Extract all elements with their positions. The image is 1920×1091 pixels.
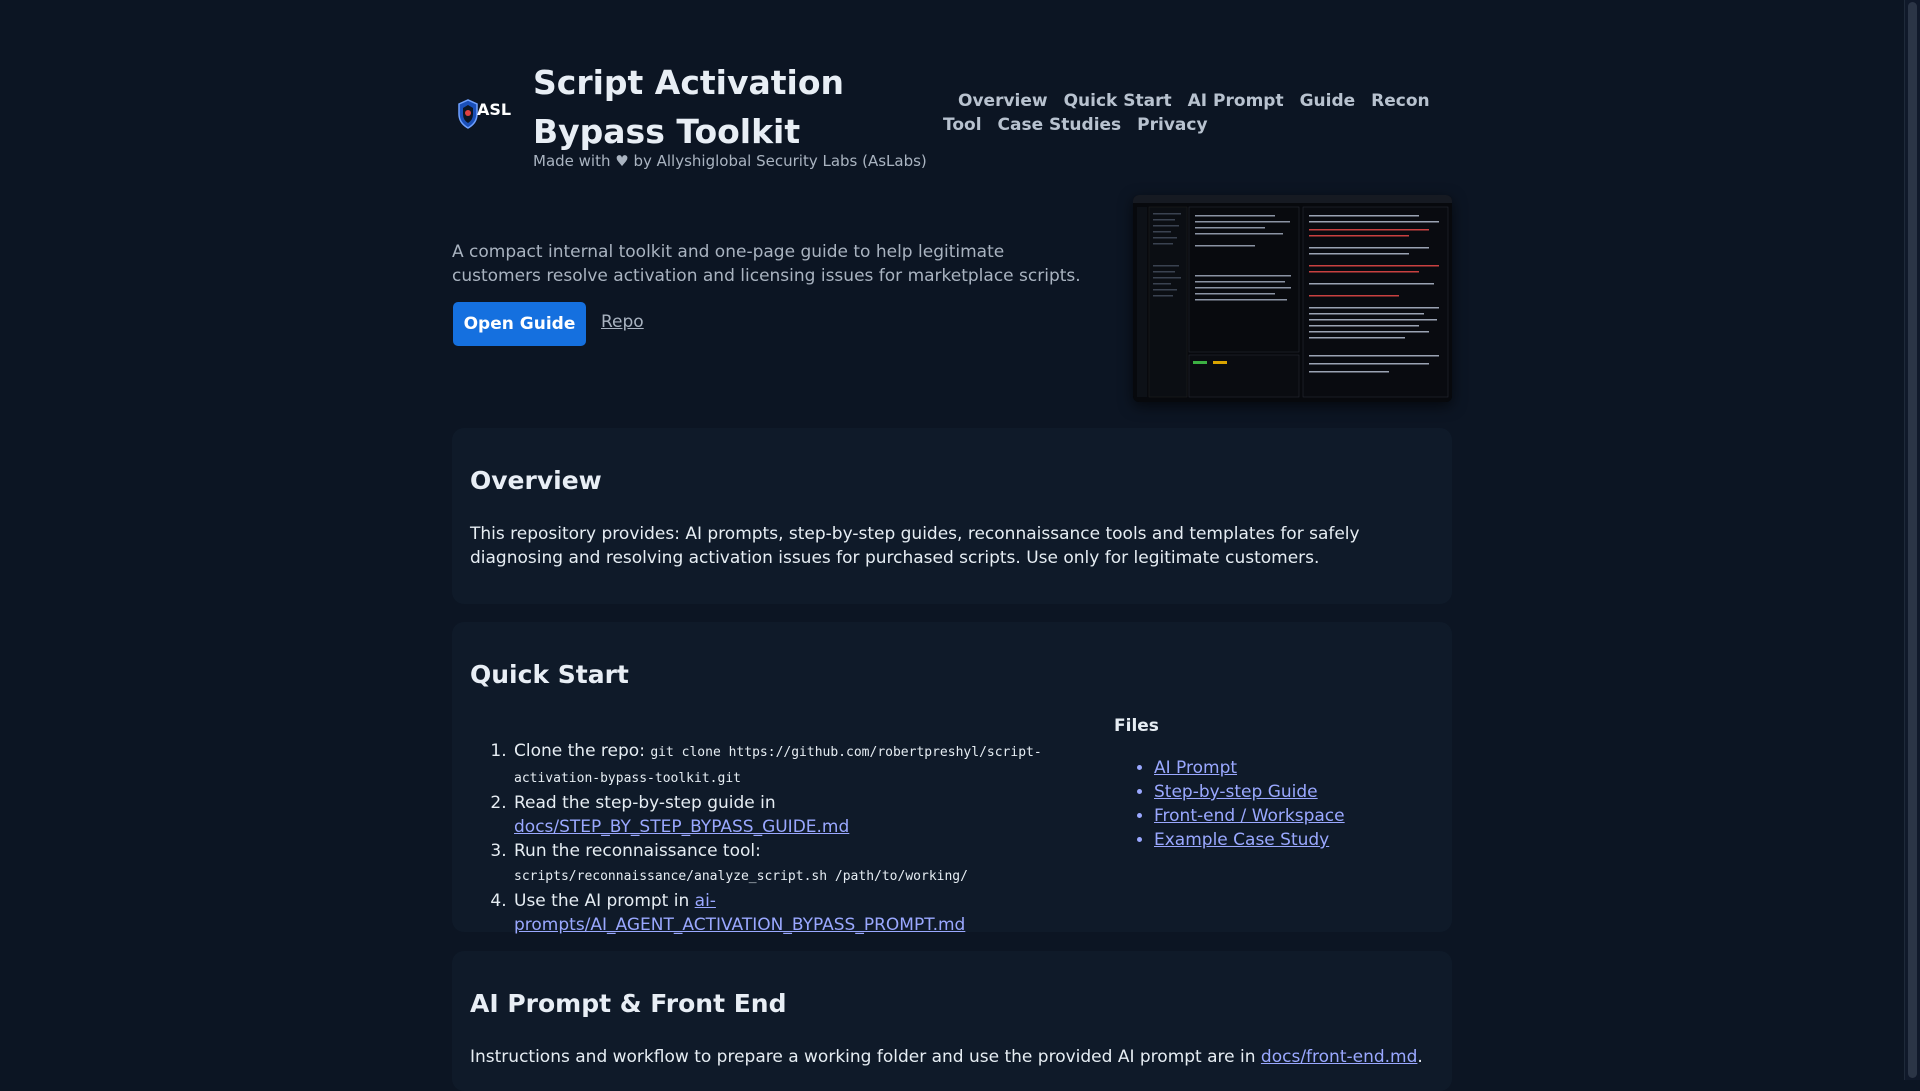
scrollbar-thumb[interactable]: [1908, 2, 1917, 1078]
screenshot-preview-icon: [1133, 195, 1452, 402]
guide-doc-link[interactable]: docs/STEP_BY_STEP_BYPASS_GUIDE.md: [514, 817, 850, 837]
file-link-case-study[interactable]: Example Case Study: [1154, 830, 1330, 850]
overview-section: [452, 428, 1452, 604]
site-header: [452, 58, 1452, 178]
page-scrollbar[interactable]: [1904, 0, 1920, 1080]
list-item: [1154, 780, 1345, 804]
ai-prompt-body: Instructions and workflow to prepare a working folder and use the provided AI prompt are in: [470, 1047, 1261, 1067]
file-link-front-end[interactable]: Front-end / Workspace: [1154, 806, 1345, 826]
file-link-step-guide[interactable]: Step-by-step Guide: [1154, 782, 1318, 802]
list-item: [1154, 804, 1345, 828]
open-guide-button[interactable]: Open Guide: [453, 302, 586, 346]
overview-heading: Overview: [470, 466, 602, 495]
nav-ai-prompt[interactable]: AI Prompt: [1187, 91, 1284, 111]
nav-guide[interactable]: Guide: [1299, 91, 1356, 111]
link-part: ai-: [694, 891, 716, 911]
files-heading: Files: [1114, 716, 1159, 736]
nav-quick-start[interactable]: Quick Start: [1063, 91, 1172, 111]
list-item: [512, 739, 1062, 791]
list-item: [1154, 828, 1345, 852]
asl-logo: [455, 96, 515, 132]
main-nav: [943, 89, 1443, 137]
quick-start-steps: [510, 739, 1062, 937]
list-item: [1154, 756, 1345, 780]
logo-text: ASL: [477, 100, 512, 119]
file-link-ai-prompt[interactable]: AI Prompt: [1154, 758, 1238, 778]
step-text: Clone the repo:: [514, 741, 651, 761]
code-snippet: scripts/reconnaissance/analyze_script.sh /path/to/working/: [514, 869, 968, 884]
step-text: Run the reconnaissance tool:: [514, 841, 761, 861]
overview-text: This repository provides: AI prompts, step-by-step guides, reconnaissance tools and templates for safely diagnosing and resolving activation issues for purchased scripts. Use only for legitimate customers.: [470, 524, 1360, 568]
quick-start-heading: Quick Start: [470, 660, 629, 689]
page-title: Script Activation Bypass Toolkit: [533, 63, 845, 151]
page-subtitle: Made with ♥ by Allyshiglobal Security Labs (AsLabs): [533, 152, 927, 170]
sentence-end: .: [1417, 1047, 1423, 1067]
nav-overview[interactable]: Overview: [958, 91, 1048, 111]
nav-tool-label: Tool: [943, 115, 982, 135]
files-list: [1154, 756, 1345, 852]
code-snippet: git clone https://github.com/robertpreshyl/script-activation-bypass-toolkit.git: [514, 745, 1042, 786]
hero-description: A compact internal toolkit and one-page guide to help legitimate customers resolve activation and licensing issues for marketplace scripts.: [452, 242, 1081, 286]
ai-prompt-section: [452, 951, 1452, 1091]
link-part: prompts/AI_AGENT_ACTIVATION_BYPASS_PROMPT.md: [514, 915, 966, 935]
toolkit-preview-image: [1133, 195, 1452, 402]
list-item: [512, 791, 1062, 839]
step-text: Use the AI prompt in: [514, 891, 695, 911]
repo-link[interactable]: Repo: [601, 312, 644, 332]
quick-start-section: [452, 622, 1452, 935]
ai-prompt-heading: AI Prompt & Front End: [470, 989, 787, 1018]
nav-privacy[interactable]: Privacy: [1137, 115, 1208, 135]
ai-prompt-text: [470, 1045, 1430, 1069]
list-item: [512, 839, 1062, 889]
nav-recon-label: Recon: [1371, 91, 1430, 111]
step-text: Read the step-by-step guide in: [514, 793, 776, 813]
front-end-doc-link[interactable]: docs/front-end.md: [1260, 1047, 1418, 1067]
nav-case-studies[interactable]: Case Studies: [997, 115, 1122, 135]
list-item: [512, 889, 1062, 937]
